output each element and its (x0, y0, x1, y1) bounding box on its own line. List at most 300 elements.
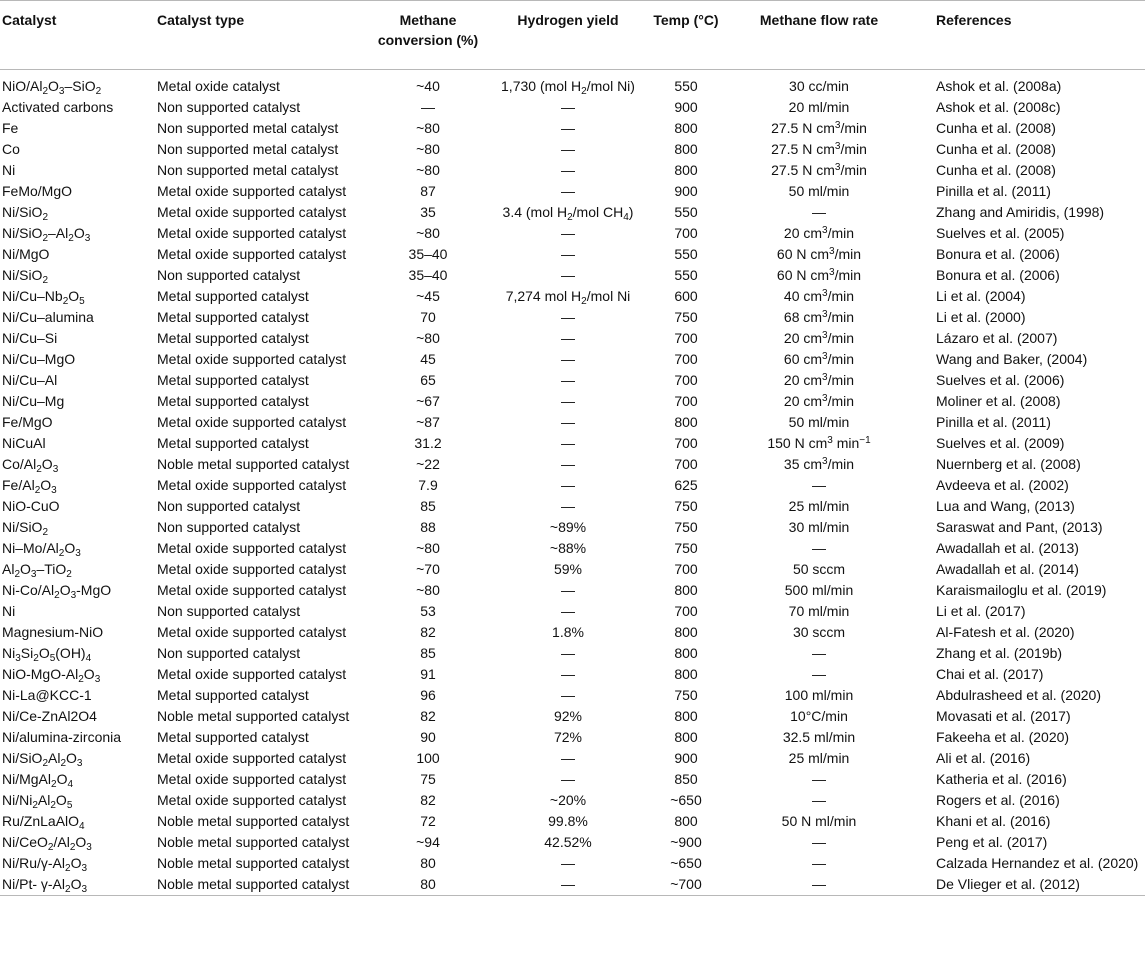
cell-methane-conversion: ~80 (416, 162, 440, 178)
table-row (0, 349, 1145, 370)
cell-catalyst: $Ni/SiO_2Al_2O_3$ (2, 750, 83, 769)
cell-temp: 900 (674, 183, 698, 199)
cell-catalyst: $Ni/Ru/\gamma-Al_2O_3$ (2, 855, 88, 874)
cell-hydrogen-yield: — (561, 855, 575, 871)
cell-hydrogen-yield: 92% (553, 708, 583, 724)
cell-methane-flow-rate: 20 $cm^3/\min$ (783, 225, 855, 241)
cell-methane-flow-rate: 32.5 ml/min (782, 729, 856, 745)
cell-hydrogen-yield: — (561, 267, 575, 283)
cell-hydrogen-yield: — (561, 330, 575, 346)
cell-catalyst: NiO-CuO (2, 498, 60, 514)
cell-methane-flow-rate: 50 ml/min (788, 183, 850, 199)
cell-methane-flow-rate: — (812, 855, 826, 871)
cell-methane-flow-rate: 25 ml/min (788, 498, 850, 514)
table-row (0, 874, 1145, 896)
cell-catalyst: $Ni/MgAl_2O_4$ (2, 771, 74, 790)
cell-catalyst-type: Metal supported catalyst (157, 687, 309, 703)
cell-temp: 625 (674, 477, 698, 493)
cell-catalyst-type: Metal supported catalyst (157, 330, 309, 346)
cell-methane-conversion: 75 (420, 771, 436, 787)
cell-methane-conversion: 45 (420, 351, 436, 367)
cell-temp: 750 (674, 309, 698, 325)
table-row (0, 433, 1145, 454)
table-row (0, 664, 1145, 685)
cell-reference: Karaismailoglu et al. (2019) (936, 582, 1107, 598)
cell-hydrogen-yield: — (561, 477, 575, 493)
cell-catalyst-type: Noble metal supported catalyst (157, 708, 350, 724)
cell-temp: 800 (674, 645, 698, 661)
cell-reference: Wang and Baker, (2004) (936, 351, 1088, 367)
cell-hydrogen-yield: — (561, 141, 575, 157)
cell-hydrogen-yield: 99.8% (548, 813, 588, 829)
cell-hydrogen-yield: — (561, 498, 575, 514)
cell-temp: 750 (674, 498, 698, 514)
cell-temp: 800 (674, 414, 698, 430)
cell-hydrogen-yield: — (561, 183, 575, 199)
cell-methane-conversion: ~87 (416, 414, 440, 430)
cell-methane-flow-rate: — (812, 477, 826, 493)
cell-reference: Zhang et al. (2019b) (936, 645, 1063, 661)
table-row (0, 265, 1145, 286)
cell-methane-flow-rate: — (812, 645, 826, 661)
cell-reference: Pinilla et al. (2011) (936, 414, 1051, 430)
cell-methane-flow-rate: 50 ml/min (788, 414, 850, 430)
cell-hydrogen-yield: 7,274 mol $H_2$/mol Ni (505, 288, 631, 307)
cell-temp: ~650 (670, 855, 702, 871)
cell-methane-conversion: ~70 (416, 561, 440, 577)
cell-temp: 700 (674, 561, 698, 577)
cell-catalyst: NiO/$Al_2O_3-SiO_2$ (2, 78, 102, 97)
cell-catalyst: Ni/Cu–Al (2, 372, 58, 388)
cell-methane-flow-rate: 10°C/min (790, 708, 848, 724)
cell-methane-flow-rate: 68 $cm^3/\min$ (783, 309, 855, 325)
cell-reference: Ashok et al. (2008a) (936, 78, 1062, 94)
cell-catalyst: Ni/SiO$_2$ (2, 204, 49, 223)
cell-hydrogen-yield: — (561, 351, 575, 367)
cell-temp: 800 (674, 162, 698, 178)
cell-catalyst: Ni/SiO$_2$ (2, 519, 49, 538)
cell-reference: Suelves et al. (2009) (936, 435, 1065, 451)
cell-hydrogen-yield: — (561, 876, 575, 892)
cell-reference: Cunha et al. (2008) (936, 162, 1056, 178)
cell-catalyst: Ni/Cu–Si (2, 330, 58, 346)
cell-methane-flow-rate: — (812, 666, 826, 682)
table-row (0, 811, 1145, 832)
cell-temp: 900 (674, 99, 698, 115)
cell-hydrogen-yield: 72% (553, 729, 583, 745)
table-row (0, 454, 1145, 475)
table-row (0, 475, 1145, 496)
cell-catalyst-type: Noble metal supported catalyst (157, 876, 350, 892)
cell-catalyst-type: Metal supported catalyst (157, 288, 309, 304)
cell-catalyst: FeMo/MgO (2, 183, 73, 199)
cell-methane-conversion: ~94 (416, 834, 440, 850)
table-row (0, 97, 1145, 118)
cell-temp: 550 (674, 204, 698, 220)
cell-methane-conversion: ~80 (416, 582, 440, 598)
cell-catalyst-type: Non supported catalyst (157, 603, 301, 619)
cell-methane-conversion: ~80 (416, 120, 440, 136)
cell-temp: 700 (674, 603, 698, 619)
cell-catalyst: Ni/MgO (2, 246, 50, 262)
table-row (0, 685, 1145, 706)
cell-catalyst-type: Noble metal supported catalyst (157, 456, 350, 472)
cell-temp: ~700 (670, 876, 702, 892)
cell-methane-conversion: 31.2 (414, 435, 442, 451)
table-row (0, 286, 1145, 307)
cell-catalyst: Ni/Ce-ZnAl2O4 (2, 708, 97, 724)
cell-hydrogen-yield: — (561, 456, 575, 472)
cell-methane-flow-rate: — (812, 834, 826, 850)
table-row (0, 244, 1145, 265)
cell-hydrogen-yield: — (561, 99, 575, 115)
cell-methane-conversion: 85 (420, 498, 436, 514)
cell-catalyst: NiO-$MgO-Al_2O_3$ (2, 666, 101, 685)
cell-catalyst-type: Non supported catalyst (157, 267, 301, 283)
cell-methane-flow-rate: 20 $cm^3/\min$ (783, 372, 855, 388)
cell-reference: Movasati et al. (2017) (936, 708, 1071, 724)
cell-reference: Suelves et al. (2005) (936, 225, 1065, 241)
cell-catalyst-type: Noble metal supported catalyst (157, 834, 350, 850)
cell-methane-flow-rate: 70 ml/min (788, 603, 850, 619)
cell-hydrogen-yield: 1,730 (mol $H_2$/mol Ni) (501, 78, 635, 97)
cell-temp: 700 (674, 372, 698, 388)
cell-hydrogen-yield: ~20% (549, 792, 587, 808)
cell-catalyst: Ni (2, 162, 16, 178)
cell-hydrogen-yield: — (561, 687, 575, 703)
cell-temp: ~900 (670, 834, 702, 850)
cell-catalyst-type: Metal oxide supported catalyst (157, 792, 347, 808)
cell-temp: 700 (674, 351, 698, 367)
cell-temp: 800 (674, 729, 698, 745)
table-row (0, 643, 1145, 664)
cell-temp: 700 (674, 225, 698, 241)
cell-methane-flow-rate: 30 ml/min (788, 519, 850, 535)
cell-catalyst: $Ni/Ni_2Al_2O_5$ (2, 792, 73, 811)
cell-methane-flow-rate: — (812, 792, 826, 808)
cell-temp: 700 (674, 330, 698, 346)
cell-methane-conversion: ~45 (416, 288, 440, 304)
cell-methane-conversion: 65 (420, 372, 436, 388)
cell-hydrogen-yield: — (561, 435, 575, 451)
cell-methane-conversion: 35 (420, 204, 436, 220)
cell-catalyst: Ni/Pt- $\gamma-Al_2O_3$ (2, 876, 88, 895)
cell-methane-conversion: 87 (420, 183, 436, 199)
cell-catalyst: $Fe/Al_2O_3$ (2, 477, 57, 496)
table-row (0, 391, 1145, 412)
cell-catalyst-type: Non supported catalyst (157, 519, 301, 535)
cell-catalyst-type: Metal oxide supported catalyst (157, 414, 347, 430)
cell-reference: Ashok et al. (2008c) (936, 99, 1061, 115)
table-row (0, 412, 1145, 433)
cell-methane-conversion: 35–40 (408, 246, 448, 262)
cell-catalyst-type: Non supported metal catalyst (157, 120, 339, 136)
table-row (0, 496, 1145, 517)
cell-methane-flow-rate: — (812, 771, 826, 787)
table-row (0, 517, 1145, 538)
cell-temp: 800 (674, 708, 698, 724)
cell-reference: Bonura et al. (2006) (936, 246, 1060, 262)
cell-temp: 750 (674, 540, 698, 556)
cell-reference: Calzada Hernandez et al. (2020) (936, 855, 1139, 871)
cell-reference: Pinilla et al. (2011) (936, 183, 1051, 199)
cell-catalyst: NiCuAl (2, 435, 46, 451)
cell-reference: Nuernberg et al. (2008) (936, 456, 1081, 472)
cell-temp: 850 (674, 771, 698, 787)
cell-reference: Chai et al. (2017) (936, 666, 1044, 682)
cell-methane-flow-rate: 60 $cm^3/\min$ (783, 351, 855, 367)
table-row (0, 328, 1145, 349)
cell-methane-conversion: 100 (416, 750, 440, 766)
cell-reference: Fakeeha et al. (2020) (936, 729, 1070, 745)
cell-hydrogen-yield: 3.4 (mol $H_2$/mol $CH_4$) (502, 204, 634, 223)
cell-catalyst-type: Metal supported catalyst (157, 309, 309, 325)
cell-reference: De Vlieger et al. (2012) (936, 876, 1080, 892)
cell-methane-conversion: 85 (420, 645, 436, 661)
cell-reference: Lázaro et al. (2007) (936, 330, 1058, 346)
cell-catalyst: Ni/Cu–MgO (2, 351, 76, 367)
cell-catalyst: Ni-La@KCC-1 (2, 687, 92, 703)
table-row (0, 223, 1145, 244)
cell-reference: Cunha et al. (2008) (936, 141, 1056, 157)
cell-hydrogen-yield: — (561, 372, 575, 388)
cell-catalyst-type: Metal supported catalyst (157, 372, 309, 388)
cell-methane-flow-rate: 27.5 N $cm^3/\min$ (771, 120, 867, 136)
cell-catalyst-type: Non supported catalyst (157, 645, 301, 661)
cell-methane-conversion: 82 (420, 708, 436, 724)
cell-methane-flow-rate: — (812, 876, 826, 892)
cell-methane-conversion: 35–40 (408, 267, 448, 283)
table-row (0, 202, 1145, 223)
cell-methane-conversion: ~40 (416, 78, 440, 94)
cell-hydrogen-yield: — (561, 666, 575, 682)
cell-temp: 700 (674, 456, 698, 472)
cell-catalyst: Fe/MgO (2, 414, 53, 430)
cell-reference: Lua and Wang, (2013) (936, 498, 1075, 514)
cell-catalyst: Ru/ZnLaAlO$_4$ (2, 813, 85, 832)
cell-methane-conversion: 70 (420, 309, 436, 325)
cell-reference: Al-Fatesh et al. (2020) (936, 624, 1075, 640)
cell-catalyst: $Ni/SiO_2-Al_2O_3$ (2, 225, 91, 244)
cell-hydrogen-yield: — (561, 246, 575, 262)
cell-methane-conversion: 88 (420, 519, 436, 535)
cell-methane-conversion: 80 (420, 855, 436, 871)
cell-reference: Bonura et al. (2006) (936, 267, 1060, 283)
cell-temp: 750 (674, 687, 698, 703)
cell-methane-flow-rate: 35 $cm^3/\min$ (783, 456, 855, 472)
cell-catalyst-type: Metal oxide supported catalyst (157, 351, 347, 367)
cell-temp: 550 (674, 267, 698, 283)
table-row (0, 307, 1145, 328)
cell-reference: Cunha et al. (2008) (936, 120, 1056, 136)
cell-methane-flow-rate: 100 ml/min (784, 687, 854, 703)
table-row (0, 748, 1145, 769)
cell-catalyst-type: Metal oxide supported catalyst (157, 771, 347, 787)
cell-catalyst: $Ni-Co/Al_2O_3$-MgO (2, 582, 112, 601)
cell-temp: 800 (674, 141, 698, 157)
table-row (0, 622, 1145, 643)
cell-hydrogen-yield: — (561, 393, 575, 409)
table-row (0, 70, 1145, 98)
cell-catalyst: $Ni/CeO_2/Al_2O_3$ (2, 834, 92, 853)
cell-catalyst: $Co/Al_2O_3$ (2, 456, 59, 475)
cell-methane-conversion: 82 (420, 624, 436, 640)
cell-catalyst: $Ni/Cu-Nb_2O_5$ (2, 288, 85, 307)
table-row (0, 160, 1145, 181)
cell-hydrogen-yield: — (561, 603, 575, 619)
cell-methane-flow-rate: 150 N $cm^3$ $\min^{-1}$ (767, 435, 871, 451)
cell-catalyst-type: Metal oxide supported catalyst (157, 582, 347, 598)
header-catalyst-type: Catalyst type (157, 12, 245, 28)
cell-catalyst-type: Metal supported catalyst (157, 729, 309, 745)
cell-methane-flow-rate: 500 ml/min (784, 582, 854, 598)
table-row (0, 706, 1145, 727)
cell-temp: 550 (674, 246, 698, 262)
cell-catalyst-type: Non supported catalyst (157, 498, 301, 514)
header-methane-conversion: Methane conversion (%) (377, 12, 479, 48)
cell-methane-conversion: 91 (420, 666, 436, 682)
table-row (0, 853, 1145, 874)
cell-temp: 800 (674, 813, 698, 829)
cell-temp: ~650 (670, 792, 702, 808)
cell-reference: Peng et al. (2017) (936, 834, 1048, 850)
cell-temp: 600 (674, 288, 698, 304)
cell-reference: Ali et al. (2016) (936, 750, 1031, 766)
cell-methane-flow-rate: 50 N ml/min (781, 813, 857, 829)
cell-catalyst-type: Metal oxide supported catalyst (157, 183, 347, 199)
cell-methane-flow-rate: 20 $cm^3/\min$ (783, 393, 855, 409)
cell-methane-conversion: 72 (420, 813, 436, 829)
cell-methane-flow-rate: — (812, 204, 826, 220)
cell-methane-flow-rate: 27.5 N $cm^3/\min$ (771, 162, 867, 178)
header-catalyst: Catalyst (2, 12, 57, 28)
cell-temp: 800 (674, 582, 698, 598)
cell-reference: Saraswat and Pant, (2013) (936, 519, 1103, 535)
cell-methane-conversion: ~80 (416, 141, 440, 157)
cell-methane-conversion: 82 (420, 792, 436, 808)
cell-hydrogen-yield: 1.8% (552, 624, 584, 640)
cell-catalyst-type: Metal oxide supported catalyst (157, 246, 347, 262)
cell-hydrogen-yield: — (561, 309, 575, 325)
table-body (0, 70, 1145, 896)
cell-temp: 700 (674, 435, 698, 451)
cell-catalyst-type: Noble metal supported catalyst (157, 813, 350, 829)
table-row (0, 832, 1145, 853)
cell-catalyst-type: Noble metal supported catalyst (157, 855, 350, 871)
header-row (0, 1, 1145, 70)
header-temp: Temp (°C) (653, 12, 719, 28)
cell-catalyst: Ni/SiO$_2$ (2, 267, 49, 286)
cell-catalyst: Ni (2, 603, 16, 619)
cell-catalyst: $Ni_3Si_2O_5(OH)_4$ (2, 645, 92, 664)
cell-reference: Abdulrasheed et al. (2020) (936, 687, 1101, 703)
cell-catalyst-type: Metal oxide catalyst (157, 78, 280, 94)
cell-catalyst-type: Non supported metal catalyst (157, 141, 339, 157)
cell-catalyst-type: Metal oxide supported catalyst (157, 225, 347, 241)
cell-reference: Khani et al. (2016) (936, 813, 1051, 829)
cell-methane-conversion: ~80 (416, 225, 440, 241)
cell-temp: 900 (674, 750, 698, 766)
cell-catalyst: Co (2, 141, 20, 157)
table-row (0, 538, 1145, 559)
cell-methane-flow-rate: 27.5 N $cm^3/\min$ (771, 141, 867, 157)
cell-temp: 550 (674, 78, 698, 94)
cell-methane-conversion: 80 (420, 876, 436, 892)
cell-methane-flow-rate: 40 $cm^3/\min$ (783, 288, 855, 304)
cell-methane-conversion: 53 (420, 603, 436, 619)
cell-methane-conversion: — (421, 99, 435, 115)
cell-methane-conversion: ~22 (416, 456, 440, 472)
cell-temp: 750 (674, 519, 698, 535)
cell-methane-conversion: 96 (420, 687, 436, 703)
cell-hydrogen-yield: — (561, 750, 575, 766)
cell-catalyst-type: Metal supported catalyst (157, 393, 309, 409)
cell-reference: Awadallah et al. (2013) (936, 540, 1079, 556)
cell-hydrogen-yield: ~89% (549, 519, 587, 535)
cell-methane-flow-rate: 25 ml/min (788, 750, 850, 766)
cell-catalyst-type: Non supported catalyst (157, 99, 301, 115)
cell-methane-flow-rate: 30 sccm (792, 624, 846, 640)
cell-reference: Awadallah et al. (2014) (936, 561, 1079, 577)
cell-reference: Li et al. (2000) (936, 309, 1026, 325)
cell-reference: Li et al. (2017) (936, 603, 1026, 619)
cell-catalyst: Ni/Cu–Mg (2, 393, 65, 409)
cell-catalyst: $Al_2O_3-TiO_2$ (2, 561, 72, 580)
cell-hydrogen-yield: — (561, 645, 575, 661)
cell-methane-conversion: 90 (420, 729, 436, 745)
cell-reference: Suelves et al. (2006) (936, 372, 1065, 388)
cell-methane-flow-rate: 60 N $cm^3/\min$ (776, 246, 862, 262)
cell-catalyst-type: Metal oxide supported catalyst (157, 561, 347, 577)
cell-catalyst: $Ni-Mo/Al_2O_3$ (2, 540, 81, 559)
cell-temp: 800 (674, 120, 698, 136)
table-header (0, 1, 1145, 70)
cell-methane-flow-rate: 20 $cm^3/\min$ (783, 330, 855, 346)
cell-catalyst: Ni/Cu–alumina (2, 309, 94, 325)
cell-catalyst: Magnesium-NiO (2, 624, 104, 640)
cell-methane-conversion: ~80 (416, 330, 440, 346)
cell-hydrogen-yield: — (561, 771, 575, 787)
cell-methane-conversion: 7.9 (418, 477, 438, 493)
cell-hydrogen-yield: — (561, 225, 575, 241)
header-hydrogen-yield: Hydrogen yield (517, 12, 619, 28)
table-row (0, 580, 1145, 601)
cell-hydrogen-yield: — (561, 582, 575, 598)
cell-methane-flow-rate: 60 N $cm^3/\min$ (776, 267, 862, 283)
cell-temp: 700 (674, 393, 698, 409)
cell-reference: Katheria et al. (2016) (936, 771, 1067, 787)
cell-methane-conversion: ~80 (416, 540, 440, 556)
cell-temp: 800 (674, 666, 698, 682)
cell-hydrogen-yield: 59% (553, 561, 583, 577)
table-row (0, 790, 1145, 811)
cell-catalyst-type: Metal oxide supported catalyst (157, 540, 347, 556)
cell-catalyst: Fe (2, 120, 19, 136)
cell-catalyst-type: Non supported metal catalyst (157, 162, 339, 178)
header-references: References (936, 12, 1012, 28)
cell-catalyst-type: Metal supported catalyst (157, 435, 309, 451)
cell-catalyst-type: Metal oxide supported catalyst (157, 666, 347, 682)
cell-catalyst-type: Metal oxide supported catalyst (157, 477, 347, 493)
table-row (0, 601, 1145, 622)
cell-hydrogen-yield: ~88% (549, 540, 587, 556)
cell-reference: Rogers et al. (2016) (936, 792, 1060, 808)
cell-reference: Li et al. (2004) (936, 288, 1026, 304)
cell-reference: Moliner et al. (2008) (936, 393, 1061, 409)
cell-catalyst-type: Metal oxide supported catalyst (157, 750, 347, 766)
cell-hydrogen-yield: 42.52% (544, 834, 592, 850)
table-row (0, 181, 1145, 202)
